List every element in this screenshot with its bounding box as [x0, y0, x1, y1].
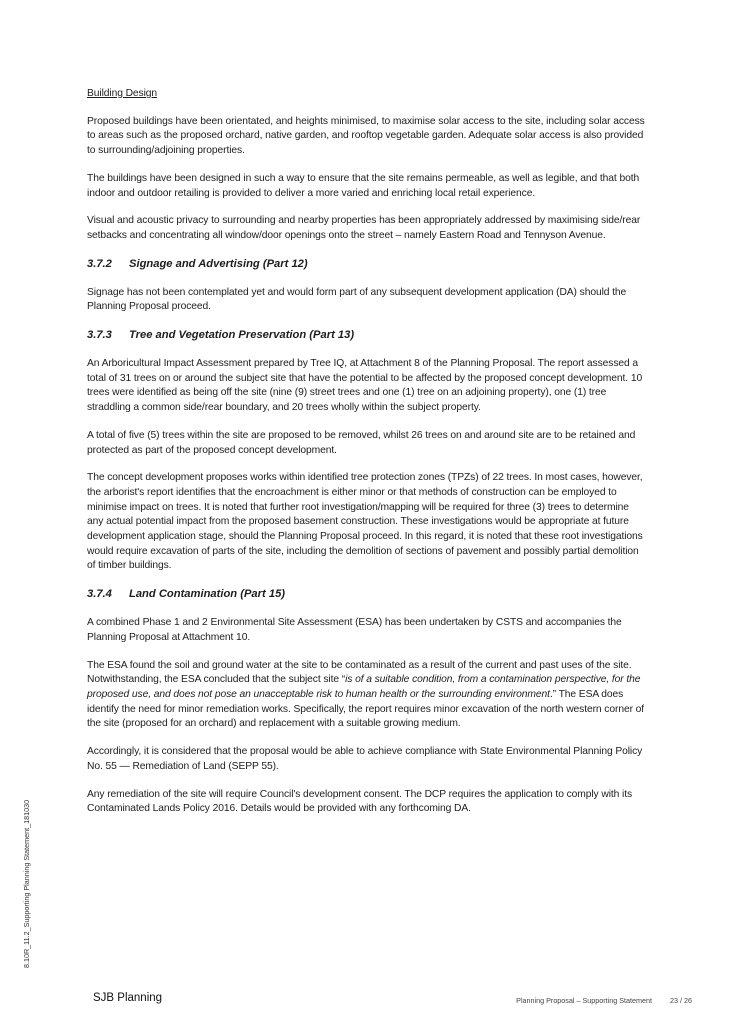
paragraph: The buildings have been designed in such a way to ensure that the site remains permeable, as well as legible, and that both indoor and outdoor retailing is provided to deliver a more varied and enriching local retail experience. [87, 172, 640, 199]
document-title: Planning Proposal – Supporting Statement [516, 996, 653, 1005]
brand-footer: SJB Planning [93, 992, 163, 1004]
section-heading-3-7-2 [87, 257, 647, 272]
section-number: 3.7.3 [87, 329, 112, 342]
paragraph: Any remediation of the site will require Council's development consent. The DCP requires the application to comply with its Contaminated Lands Policy 2016. Details would be provided with any forthcoming DA. [87, 788, 633, 815]
section-heading-3-7-3 [87, 328, 647, 343]
paragraph: Accordingly, it is considered that the proposal would be able to achieve compliance with State Environmental Planning Policy No. 55 — Remediation of Land (SEPP 55). [87, 746, 643, 772]
paragraph: Signage has not been contemplated yet and would form part of any subsequent development application (DA) should the Planning Proposal proceed. [87, 286, 627, 313]
paragraph: The concept development proposes works within identified tree protection zones (TPZs) of 22 trees. In most cases, however, the arborist's report identifies that the encroachment is either minor or that methods of construction can be employed to minimise impact on trees. It is noted that further root investigation/mapping will be required for three (3) trees to determine any actual potential impact from the proposed basement construction. These investigations would be appropriate at future development application stage, should the Planning Proposal proceed. In this regard, it is noted that these root investigations would require excavation of parts of the site, including the demolition of sections of pavement and possibly partial demolition of timber buildings. [87, 472, 643, 572]
section-heading-3-7-4 [87, 587, 647, 602]
section-number: 3.7.2 [87, 257, 112, 270]
paragraph: An Arboricultural Impact Assessment prepared by Tree IQ, at Attachment 8 of the Planning Proposal. The report assessed a total of 31 trees on or around the subject site that have the potential to be affected by the proposed concept development. 10 trees were identified as being off the site (nine (9) street trees and one (1) tree on an adjoining property), one (1) tree straddling a common side/rear boundary, and 20 trees wholly within the subject property. [87, 358, 643, 414]
section-title: Signage and Advertising (Part 12) [129, 257, 308, 270]
paragraph: A total of five (5) trees within the site are proposed to be removed, whilst 26 trees on and around site are to be retained and protected as part of the proposed concept development. [87, 429, 636, 456]
section-number: 3.7.4 [87, 588, 112, 601]
side-document-reference: 8.10R_11.2_Supporting Planning Statement_181030 [22, 799, 31, 968]
page-body [87, 87, 647, 830]
paragraph [87, 659, 647, 733]
paragraph: Visual and acoustic privacy to surrounding and nearby properties has been appropriately addressed by maximising side/rear setbacks and concentrating all window/door openings onto the street – namely Eastern Road and Tennyson Avenue. [87, 215, 641, 241]
text-run: The ESA found the soil and ground water at the site to be contaminated as a result of the current and past uses of the site. Notwithstanding, the ESA concluded that the subject site “ [87, 659, 632, 686]
text-run: .” The ESA does identify the need for minor remediation works. Specifically, the report requires minor excavation of the north western corner of the site (proposed for an orchard) and replacement with a suitable growing medium. [87, 688, 645, 730]
footer-right [516, 996, 692, 1005]
building-design-heading: Building Design [87, 88, 158, 99]
paragraph: A combined Phase 1 and 2 Environmental Site Assessment (ESA) has been undertaken by CSTS and accompanies the Planning Proposal at Attachment 10. [87, 617, 622, 643]
section-title: Tree and Vegetation Preservation (Part 13) [129, 329, 355, 342]
paragraph: Proposed buildings have been orientated, and heights minimised, to maximise solar access to the site, including solar access to areas such as the proposed orchard, native garden, and rooftop vegetable garden. Adequate solar access is also provided to surrounding/adjoining properties. [87, 115, 645, 157]
section-title: Land Contamination (Part 15) [129, 588, 286, 601]
page-number: 23 / 26 [670, 996, 692, 1005]
quoted-text: is of a suitable condition, from a contamination perspective, for the proposed use, and does not pose an unacceptable risk to human health or the surrounding environment [87, 674, 641, 700]
